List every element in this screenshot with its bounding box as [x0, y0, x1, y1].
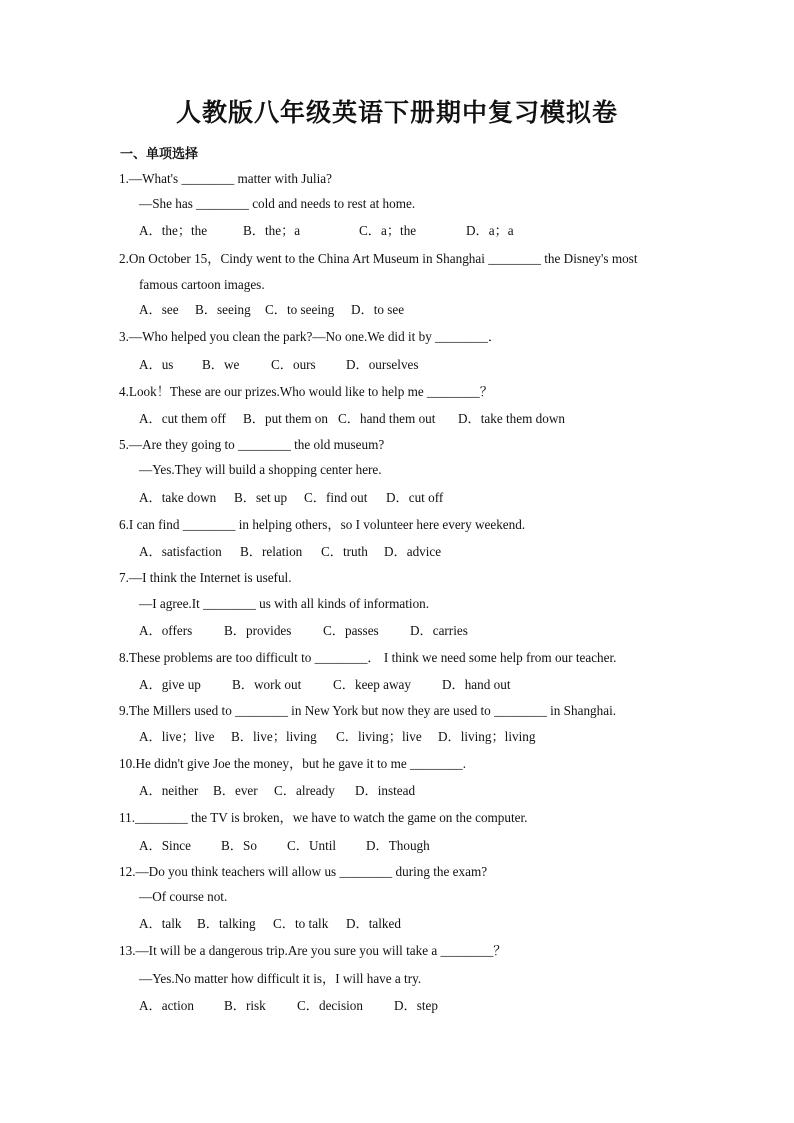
options-row — [139, 623, 468, 639]
option: D．cut off — [386, 490, 444, 505]
options-row — [139, 490, 443, 506]
question-line: —She has ________ cold and needs to rest at home. — [139, 196, 416, 211]
option: D．carries — [410, 623, 468, 638]
option: B．we — [202, 357, 240, 372]
option: B．relation — [240, 544, 303, 559]
option: A．the；the — [139, 223, 208, 238]
option: B．So — [221, 838, 257, 853]
option: D．take them down — [458, 411, 565, 426]
options-row — [139, 677, 511, 693]
question-line: 13.—It will be a dangerous trip.Are you sure you will take a ________？ — [119, 943, 507, 958]
option: C．Until — [287, 838, 337, 853]
option: C．hand them out — [338, 411, 436, 426]
option: B．provides — [224, 623, 292, 638]
question-line: 4.Look！These are our prizes.Who would like to help me ________？ — [119, 384, 493, 399]
option: A．live；live — [139, 729, 215, 744]
question-line: 10.He didn't give Joe the money，but he gave it to me ________. — [119, 756, 467, 771]
question-line: 12.—Do you think teachers will allow us ________ during the exam? — [119, 864, 488, 879]
options-row — [139, 357, 419, 373]
option: B．live；living — [231, 729, 317, 744]
question-line: 8.These problems are too difficult to ________． I think we need some help from our teacher. — [119, 650, 617, 665]
option: C．a；the — [359, 223, 417, 238]
option: A．talk — [139, 916, 182, 931]
option: A．neither — [139, 783, 199, 798]
option: A．satisfaction — [139, 544, 222, 559]
options-row — [139, 783, 415, 799]
option: C．find out — [304, 490, 368, 505]
question-line: 9.The Millers used to ________ in New York but now they are used to ________ in Shanghai. — [119, 703, 617, 718]
option: A．Since — [139, 838, 192, 853]
option: C．to talk — [273, 916, 329, 931]
option: B．put them on — [243, 411, 328, 426]
question-line: —I agree.It ________ us with all kinds of information. — [139, 596, 430, 611]
option: C．to seeing — [265, 302, 335, 317]
question-line: 1.—What's ________ matter with Julia? — [119, 171, 332, 186]
option: C．keep away — [333, 677, 411, 692]
option: C．living；live — [336, 729, 422, 744]
option: D．advice — [384, 544, 442, 559]
options-row — [139, 223, 514, 239]
option: C．already — [274, 783, 335, 798]
option: A．take down — [139, 490, 217, 505]
section-heading: 一、单项选择 — [120, 147, 199, 162]
option: C．decision — [297, 998, 363, 1013]
question-line: 7.—I think the Internet is useful. — [119, 570, 292, 585]
options-row — [139, 998, 438, 1014]
option: C．ours — [271, 357, 316, 372]
option: A．cut them off — [139, 411, 226, 426]
option: B．seeing — [195, 302, 251, 317]
question-line: 6.I can find ________ in helping others，so I volunteer here every weekend. — [119, 517, 526, 532]
question-line: 5.—Are they going to ________ the old museum? — [119, 437, 385, 452]
question-line: 2.On October 15，Cindy went to the China Art Museum in Shanghai ________ the Disney's most — [119, 251, 638, 266]
options-row — [139, 838, 430, 854]
question-line: 11.________ the TV is broken，we have to watch the game on the computer. — [119, 810, 528, 825]
option: C．passes — [323, 623, 379, 638]
options-row — [139, 302, 404, 318]
option: C．truth — [321, 544, 368, 559]
option: A．action — [139, 998, 194, 1013]
question-line: —Yes.They will build a shopping center here. — [139, 462, 382, 477]
option: D．hand out — [442, 677, 511, 692]
question-line: —Yes.No matter how difficult it is，I will have a try. — [139, 971, 422, 986]
option: A．offers — [139, 623, 193, 638]
option: A．give up — [139, 677, 201, 692]
option: B．risk — [224, 998, 266, 1013]
option: D．to see — [351, 302, 405, 317]
page-title: 人教版八年级英语下册期中复习模拟卷 — [175, 98, 618, 127]
option: D．living；living — [438, 729, 536, 744]
options-row — [139, 729, 535, 745]
option: D．step — [394, 998, 438, 1013]
option: D．ourselves — [346, 357, 419, 372]
options-row — [139, 544, 441, 560]
options-row — [139, 411, 565, 427]
option: B．work out — [232, 677, 302, 692]
option: D．a；a — [466, 223, 514, 238]
question-line: —Of course not. — [139, 889, 228, 904]
options-row — [139, 916, 401, 932]
option: D．talked — [346, 916, 401, 931]
option: B．set up — [234, 490, 288, 505]
option: D．Though — [366, 838, 430, 853]
option: A．see — [139, 302, 179, 317]
option: B．talking — [197, 916, 256, 931]
option: A．us — [139, 357, 174, 372]
option: D．instead — [355, 783, 416, 798]
question-line: famous cartoon images. — [139, 277, 265, 292]
option: B．ever — [213, 783, 258, 798]
option: B．the；a — [243, 223, 301, 238]
question-line: 3.—Who helped you clean the park?—No one.We did it by ________． — [119, 329, 502, 344]
